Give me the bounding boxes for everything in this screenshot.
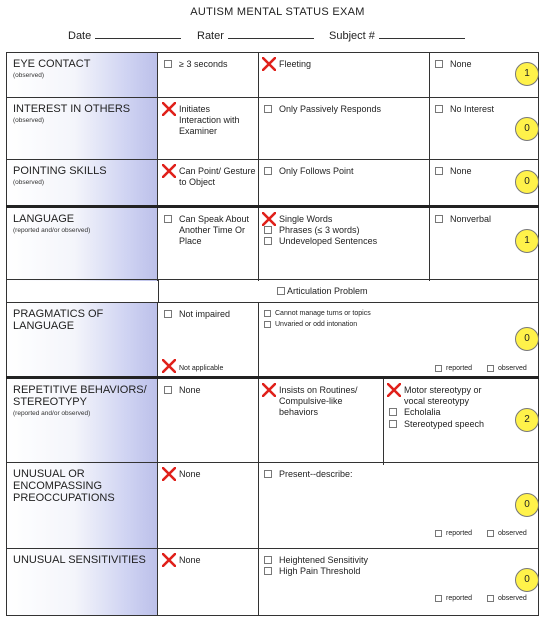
sensitivities-option-pain[interactable]: High Pain Threshold [264, 566, 360, 577]
checkbox[interactable] [435, 595, 442, 602]
sensitivities-title: UNUSUAL SENSITIVITIES [13, 554, 146, 566]
eye-contact-title: EYE CONTACT [13, 58, 91, 70]
language-option-single-words[interactable]: Single Words [279, 214, 333, 224]
checkbox[interactable] [264, 321, 271, 328]
checkbox[interactable] [264, 470, 272, 478]
checkbox[interactable] [164, 310, 172, 318]
sensitivities-category [6, 549, 158, 615]
interest-subtitle: (observed) [13, 117, 45, 124]
repetitive-category [6, 379, 158, 465]
checkbox[interactable] [264, 105, 272, 113]
x-mark-icon [162, 102, 176, 116]
sensitivities-option-heightened[interactable]: Heightened Sensitivity [264, 555, 368, 566]
eye-contact-score: 1 [515, 62, 539, 86]
pragmatics-option-turns[interactable]: Cannot manage turns or topics [264, 309, 371, 318]
preoccupations-reported[interactable]: reported [435, 529, 472, 538]
articulation-row [6, 279, 539, 302]
repetitive-option-none[interactable]: None [164, 385, 201, 396]
checkbox[interactable] [264, 226, 272, 234]
eye-contact-option-none[interactable]: None [435, 59, 472, 70]
checkbox[interactable] [487, 595, 494, 602]
preoccupations-observed[interactable]: observed [487, 529, 527, 538]
pragmatics-title: PRAGMATICS OF LANGUAGE [13, 308, 104, 332]
checkbox[interactable] [164, 386, 172, 394]
sensitivities-option-none[interactable]: None [179, 555, 201, 565]
pragmatics-reported[interactable]: reported [435, 364, 472, 373]
date-label: Date [68, 30, 92, 42]
interest-option-initiates[interactable]: Initiates Interaction with Examiner [179, 104, 240, 136]
checkbox[interactable] [435, 215, 443, 223]
x-mark-icon [262, 383, 276, 397]
checkbox[interactable] [264, 310, 271, 317]
language-option-speak[interactable]: Can Speak About Another Time Or Place [164, 214, 259, 247]
sensitivities-reported[interactable]: reported [435, 594, 472, 603]
interest-option-passive[interactable]: Only Passively Responds [264, 104, 381, 115]
x-mark-icon [162, 467, 176, 481]
pointing-option-can-point[interactable]: Can Point/ Gesture to Object [179, 166, 256, 187]
repetitive-option-routines[interactable]: Insists on Routines/ Compulsive-like behaviors [279, 385, 358, 417]
checkbox[interactable] [435, 167, 443, 175]
rater-field[interactable] [197, 28, 314, 42]
preoccupations-option-none[interactable]: None [179, 469, 201, 479]
checkbox[interactable] [264, 167, 272, 175]
checkbox[interactable] [435, 530, 442, 537]
repetitive-option-stereotyped-speech[interactable]: Stereotyped speech [389, 419, 484, 430]
checkbox[interactable] [389, 408, 397, 416]
sensitivities-row [6, 548, 539, 616]
checkbox[interactable] [435, 365, 442, 372]
preoccupations-title: UNUSUAL OR ENCOMPASSING PREOCCUPATIONS [13, 468, 115, 504]
articulation-option[interactable]: Articulation Problem [277, 286, 368, 297]
preoccupations-option-present[interactable]: Present--describe: [264, 469, 353, 480]
checkbox[interactable] [264, 237, 272, 245]
repetitive-title: REPETITIVE BEHAVIORS/ STEREOTYPY [13, 384, 147, 408]
repetitive-option-echolalia[interactable]: Echolalia [389, 407, 441, 418]
language-row [6, 205, 539, 281]
pointing-category [6, 160, 158, 206]
checkbox[interactable] [487, 365, 494, 372]
checkbox[interactable] [487, 530, 494, 537]
repetitive-score: 2 [515, 408, 539, 432]
eye-contact-option-fleeting[interactable]: Fleeting [279, 59, 312, 69]
date-field[interactable] [68, 28, 181, 42]
x-mark-icon [387, 383, 401, 397]
x-mark-icon [262, 212, 276, 226]
preoccupations-category [6, 463, 158, 549]
repetitive-option-motor[interactable]: Motor stereotypy or vocal stereotypy [404, 385, 482, 406]
pragmatics-category [6, 303, 158, 377]
x-mark-icon [162, 359, 176, 373]
sensitivities-score: 0 [515, 568, 539, 592]
language-category [6, 208, 158, 281]
pragmatics-row [6, 302, 539, 377]
preoccupations-score: 0 [515, 493, 539, 517]
subject-label: Subject # [329, 30, 375, 42]
interest-title: INTEREST IN OTHERS [13, 103, 131, 115]
pragmatics-score: 0 [515, 327, 539, 351]
repetitive-row [6, 376, 539, 465]
eye-contact-option-3sec[interactable]: ≥ 3 seconds [164, 59, 227, 70]
checkbox[interactable] [277, 287, 285, 295]
checkbox[interactable] [435, 105, 443, 113]
pragmatics-option-not-impaired[interactable]: Not impaired [164, 309, 230, 320]
pointing-score: 0 [515, 170, 539, 194]
x-mark-icon [162, 553, 176, 567]
interest-option-none[interactable]: No Interest [435, 104, 494, 115]
pragmatics-option-intonation[interactable]: Unvaried or odd intonation [264, 320, 357, 329]
page-title: AUTISM MENTAL STATUS EXAM [190, 6, 365, 18]
pragmatics-observed[interactable]: observed [487, 364, 527, 373]
preoccupations-row [6, 462, 539, 549]
language-subtitle: (reported and/or observed) [13, 227, 91, 234]
eye-contact-subtitle: (observed) [13, 72, 45, 79]
checkbox[interactable] [164, 60, 172, 68]
sensitivities-observed[interactable]: observed [487, 594, 527, 603]
pointing-title: POINTING SKILLS [13, 165, 107, 177]
checkbox[interactable] [264, 567, 272, 575]
language-title: LANGUAGE [13, 213, 75, 225]
checkbox[interactable] [435, 60, 443, 68]
x-mark-icon [262, 57, 276, 71]
checkbox[interactable] [264, 556, 272, 564]
interest-category [6, 98, 158, 160]
eye-contact-category [6, 53, 158, 98]
repetitive-subtitle: (reported and/or observed) [13, 410, 91, 417]
language-option-undeveloped[interactable]: Undeveloped Sentences [264, 236, 377, 247]
interest-score: 0 [515, 117, 539, 141]
checkbox[interactable] [389, 420, 397, 428]
checkbox[interactable] [164, 215, 172, 223]
pragmatics-option-not-applicable[interactable]: Not applicable [179, 365, 224, 372]
pointing-option-follows[interactable]: Only Follows Point [264, 166, 354, 177]
pointing-option-none[interactable]: None [435, 166, 472, 177]
subject-field[interactable] [329, 28, 465, 42]
language-score: 1 [515, 229, 539, 253]
eye-contact-row [6, 52, 539, 98]
language-option-nonverbal[interactable]: Nonverbal [435, 214, 491, 225]
language-option-phrases[interactable]: Phrases (≤ 3 words) [264, 225, 359, 236]
x-mark-icon [162, 164, 176, 178]
pointing-row [6, 159, 539, 206]
rater-label: Rater [197, 30, 224, 42]
pointing-subtitle: (observed) [13, 179, 45, 186]
interest-row [6, 97, 539, 160]
